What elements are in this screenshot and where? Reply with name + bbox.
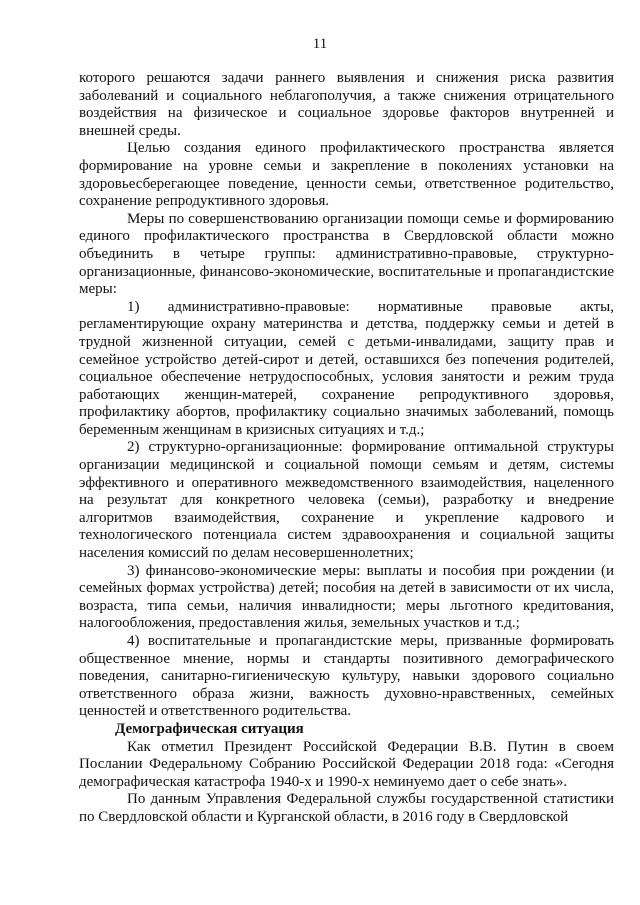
section-heading-demographic: Демографическая ситуация xyxy=(115,720,304,737)
paragraph-president-quote: Как отметил Президент Российской Федерации В.В. Путин в своем Послании Федеральному Собранию Российской Федерации 2018 года: «Сегодня демографическая катастрофа 1940-х и 1990-х неминуемо дает о себе знать». xyxy=(79,738,614,790)
list-item-financial-economic: 3) финансово-экономические меры: выплаты и пособия при рождении (и семейных формах устройства) детей; пособия на детей в зависимости от их числа, возраста, типа семьи, наличия инвалидности; меры льготного кредитования, налогообложения, предоставления жилья, земельных участков и т.д.; xyxy=(79,562,614,632)
list-item-educational-propaganda: 4) воспитательные и пропагандистские меры, призванные формировать общественное мнение, нормы и стандарты позитивного демографического поведения, санитарно-гигиеническую культуру, навыки здорового социально ответственного образа жизни, важность духовно-нравственных, семейных ценностей и ответственного родительства. xyxy=(79,633,614,720)
list-item-administrative-legal: 1) административно-правовые: нормативные правовые акты, регламентирующие охрану материнства и детства, поддержку семьи и детей в трудной жизненной ситуации, семей с детьми-инвалидами, защиту прав и семейное устройство детей-сирот и детей, оставшихся без попечения родителей, социальное обеспечение нетрудоспособных, условия занятости и режим труда работающих женщин-матерей, сохранение репродуктивного здоровья, профилактику абортов, профилактику социально значимых заболеваний, помощь беременным женщинам в кризисных ситуациях и т.д.; xyxy=(79,298,614,438)
document-body xyxy=(79,70,614,827)
paragraph-statistics: По данным Управления Федеральной службы государственной статистики по Свердловской области и Курганской области, в 2016 году в Свердловской xyxy=(79,791,614,825)
paragraph-measures-intro: Меры по совершенствованию организации помощи семье и формированию единого профилактического пространства в Свердловской области можно объединить в четыре группы: административно-правовые, структурно-организационные, финансово-экономические, воспитательные и пропагандистские меры: xyxy=(79,210,614,298)
list-item-structural-organizational: 2) структурно-организационные: формирование оптимальной структуры организации медицинской и социальной помощи семьям и детям, системы эффективного и оперативного межведомственного взаимодействия, нацеленного на результат для конкретного человека (семьи), разработку и внедрение алгоритмов взаимодействия, сохранение и укрепление кадрового и технологического потенциала систем здравоохранения и социальной защиты населения комиссий по делам несовершеннолетних; xyxy=(79,439,614,562)
paragraph-goal: Целью создания единого профилактического пространства является формирование на уровне семьи и закрепление в поколениях установки на здоровьесберегающее поведение, ценности семьи, ответственное родительство, сохранение репродуктивного здоровья. xyxy=(79,140,614,210)
paragraph-continuation: которого решаются задачи раннего выявления и снижения риска развития заболеваний и социального неблагополучия, а также снижения отрицательного воздействия на физическое и социальное здоровье факторов внутренней и внешней среды. xyxy=(79,70,614,139)
page-number: 11 xyxy=(312,36,328,52)
